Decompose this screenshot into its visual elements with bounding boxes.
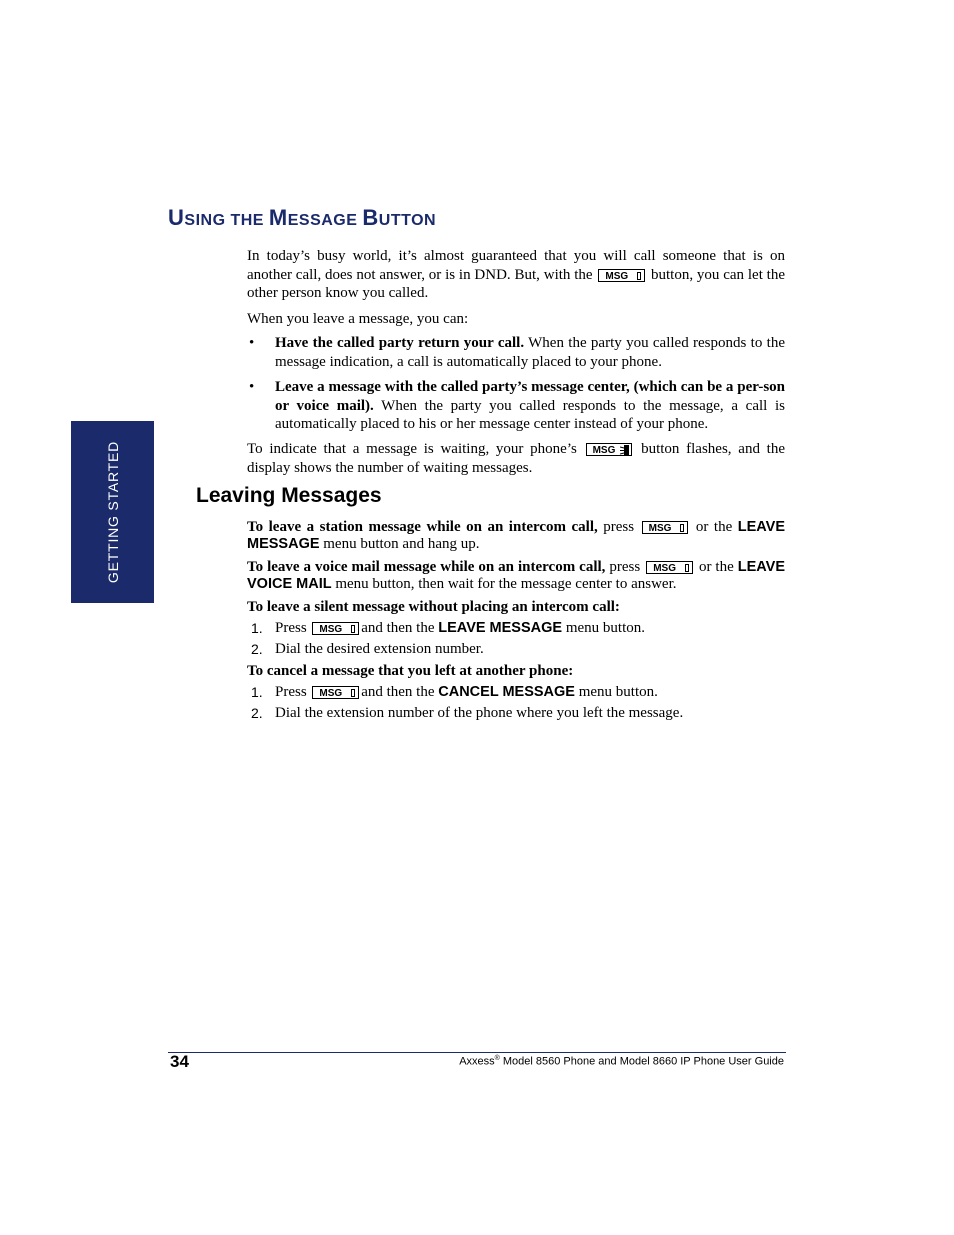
bullet-icon: • bbox=[249, 379, 255, 395]
msg-key-icon: MSG bbox=[646, 561, 693, 574]
bullet-item: Leave a message with the called party’s message center, (which can be a per-son or voice mail). When the party you called responds to the message, a call is automatically placed to his or her message center instead of your phone. bbox=[275, 379, 785, 432]
step-number: 1. bbox=[251, 684, 263, 700]
page-number: 34 bbox=[170, 1052, 189, 1071]
step-number: 2. bbox=[251, 705, 263, 721]
leaving-messages-heading: Leaving Messages bbox=[196, 484, 382, 507]
station-message-paragraph: To leave a station message while on an intercom call, press MSG or the LEAVE MESSAGE menu button and hang up. bbox=[247, 519, 786, 552]
cancel-message-heading: To cancel a message that you left at another phone: bbox=[247, 663, 574, 679]
bullet-item: Have the called party return your call. When the party you called responds to the message indication, a call is automatically placed to your phone. bbox=[275, 335, 785, 370]
voicemail-message-paragraph: To leave a voice mail message while on an intercom call, press MSG or the LEAVE VOICE MAIL menu button, then wait for the message center to answer. bbox=[247, 559, 786, 592]
step-text: Dial the extension number of the phone where you left the message. bbox=[275, 705, 684, 721]
section-title: USING THE MESSAGE BUTTON bbox=[168, 205, 437, 230]
when-leave-text: When you leave a message, you can: bbox=[247, 311, 469, 327]
step-text: Dial the desired extension number. bbox=[275, 641, 484, 657]
bullet-icon: • bbox=[249, 335, 255, 351]
footer-title: Axxess® Model 8560 Phone and Model 8660 IP Phone User Guide bbox=[459, 1055, 784, 1068]
msg-key-icon: MSG bbox=[312, 686, 359, 699]
step-number: 1. bbox=[251, 620, 263, 636]
msg-key-icon: MSG bbox=[642, 521, 689, 534]
step-number: 2. bbox=[251, 641, 263, 657]
step-text: Press MSG and then the LEAVE MESSAGE menu button. bbox=[275, 620, 645, 636]
indicate-paragraph: To indicate that a message is waiting, your phone’s MSG button flashes, and the display shows the number of waiting messages. bbox=[247, 441, 785, 476]
msg-key-icon: MSG bbox=[312, 622, 359, 635]
msg-key-lit-icon: MSG bbox=[586, 443, 633, 456]
footer-rule bbox=[168, 1052, 786, 1053]
side-tab-label: GETTING STARTED bbox=[104, 440, 121, 584]
silent-message-heading: To leave a silent message without placing an intercom call: bbox=[247, 599, 620, 615]
msg-key-icon: MSG bbox=[598, 269, 645, 282]
step-text: Press MSG and then the CANCEL MESSAGE menu button. bbox=[275, 684, 658, 700]
side-tab bbox=[71, 421, 154, 603]
intro-paragraph: In today’s busy world, it’s almost guaranteed that you will call someone that is on another call, does not answer, or is in DND. But, with the MSG button, you can let the other person know you called. bbox=[247, 248, 786, 301]
